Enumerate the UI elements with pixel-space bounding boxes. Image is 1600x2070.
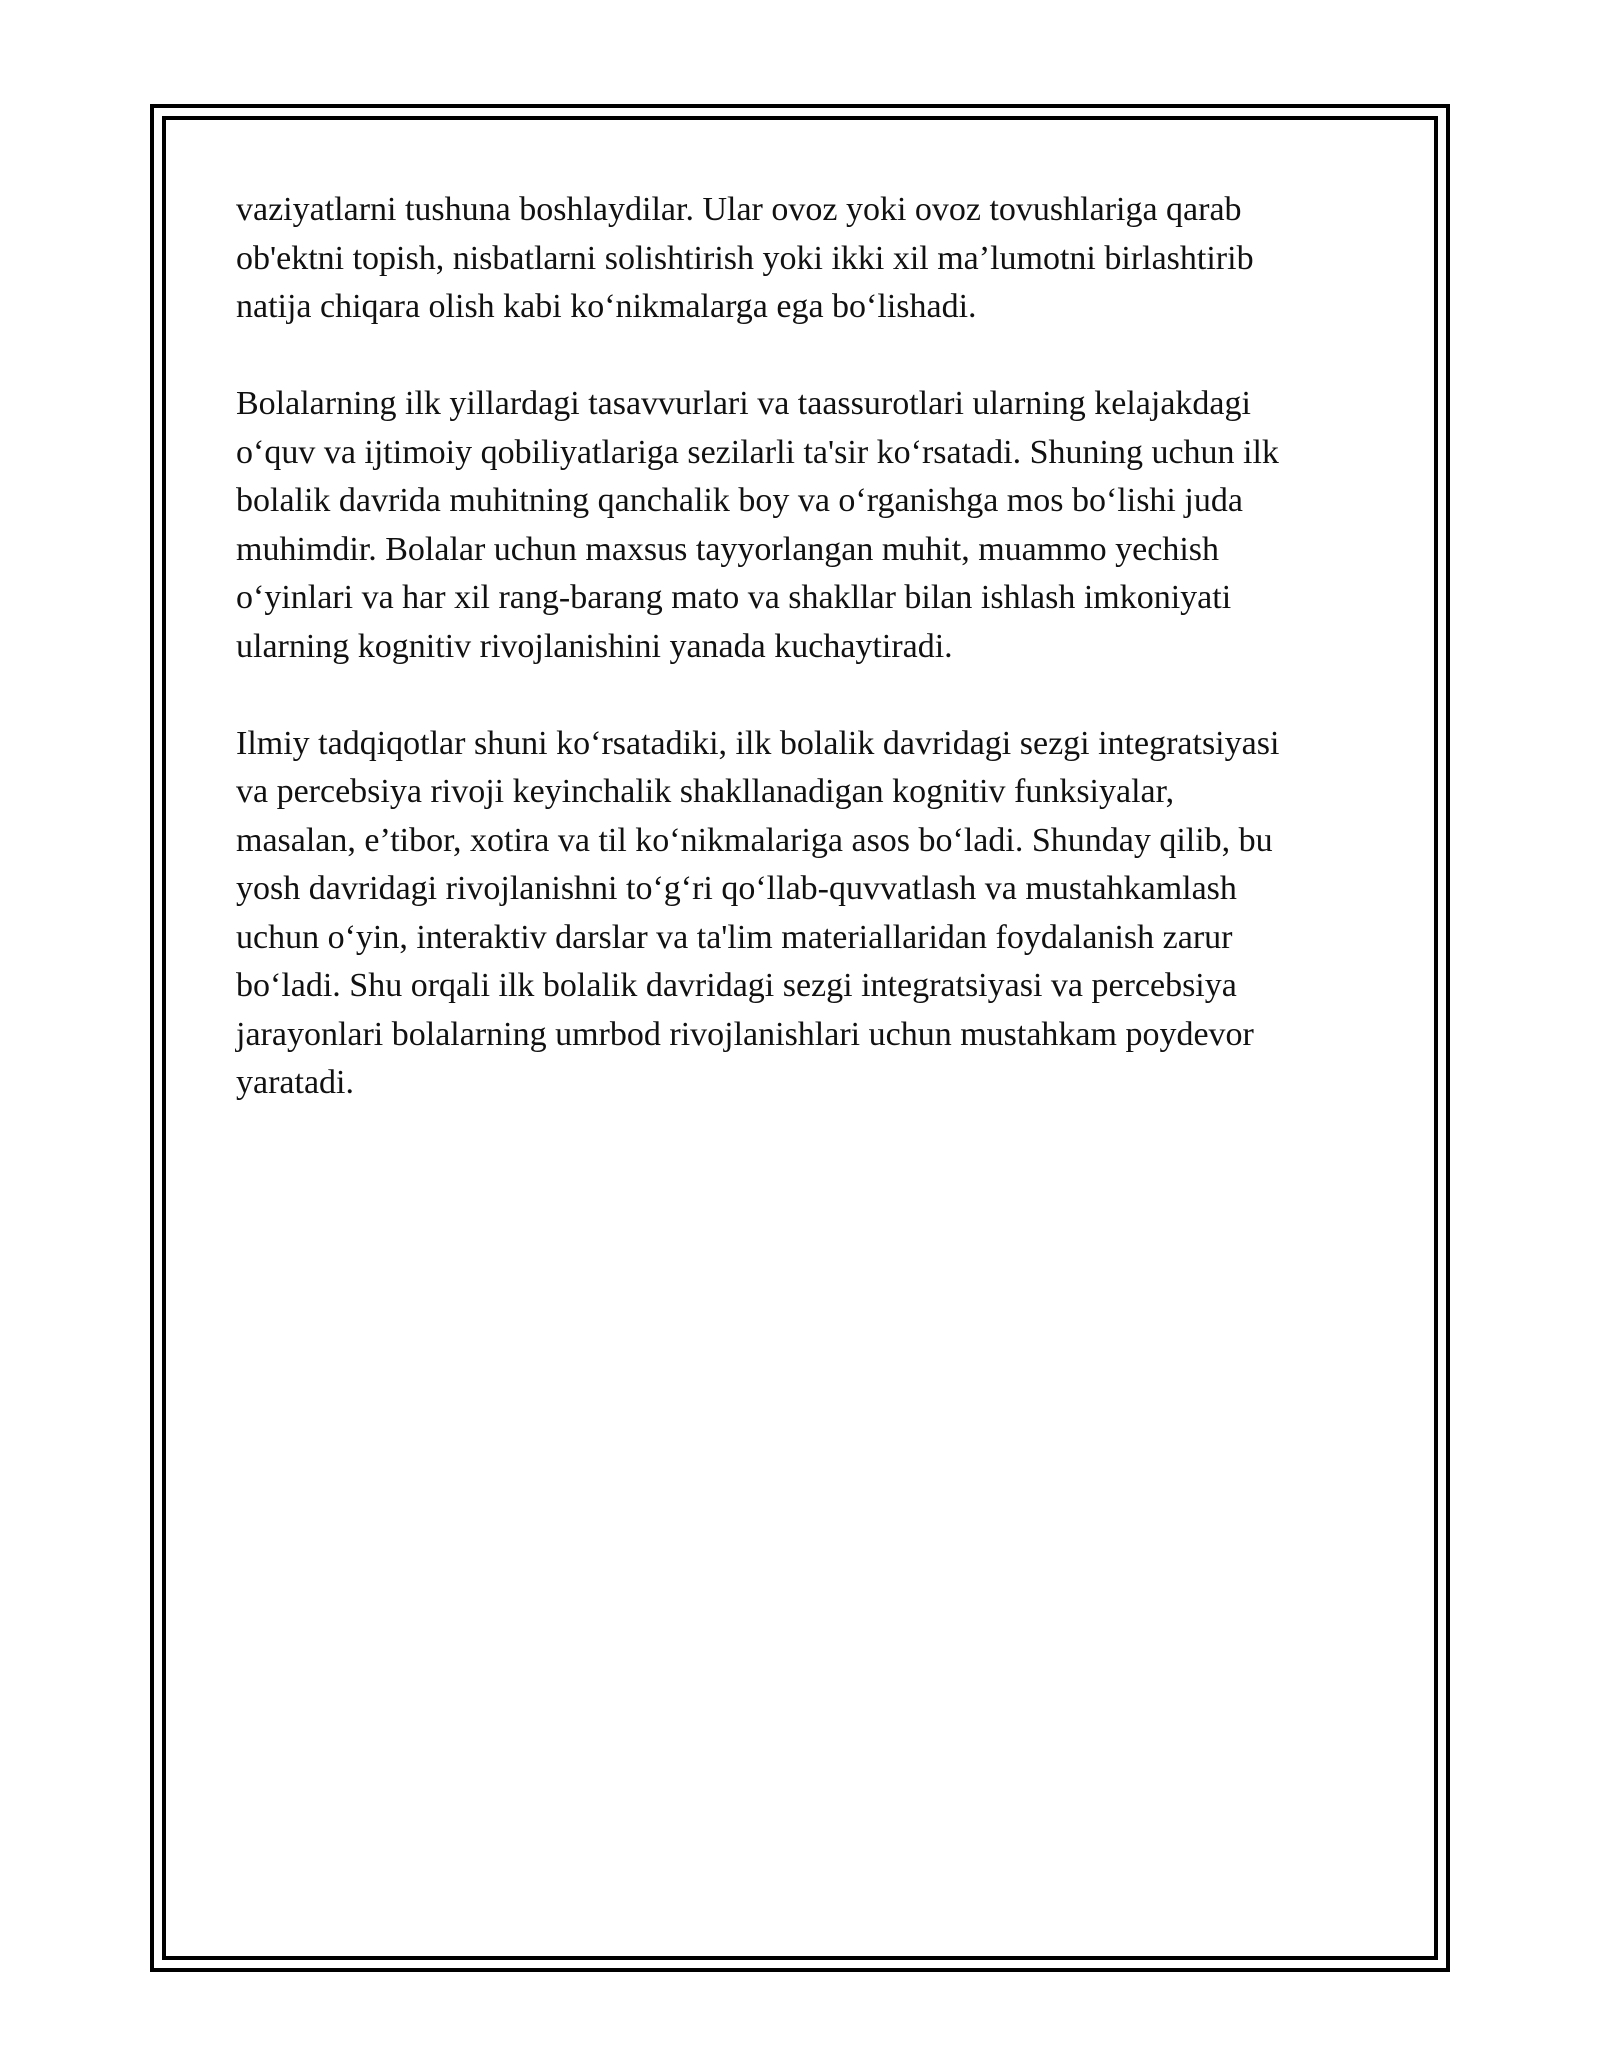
text-line: Bolalarning ilk yillardagi tasavvurlari va taassurotlari ularning kelajakdagi: [236, 385, 1251, 422]
text-line: uchun o‘yin, interaktiv darslar va ta'lim materiallaridan foydalanish zarur: [236, 918, 1233, 956]
document-body: [236, 186, 1386, 1156]
text-line: va percebsiya rivoji keyinchalik shakllanadigan kognitiv funksiyalar,: [236, 773, 1175, 810]
text-line: ularning kognitiv rivojlanishini yanada kuchaytiradi.: [236, 627, 953, 665]
text-line: ob'ektni topish, nisbatlarni solishtirish yoki ikki xil ma’lumotni birlashtirib: [236, 239, 1254, 277]
text-line: jarayonlari bolalarning umrbod rivojlanishlari uchun mustahkam poydevor: [236, 1015, 1254, 1053]
paragraph-3: [236, 720, 1386, 1108]
text-line: o‘yinlari va har xil rang-barang mato va shakllar bilan ishlash imkoniyati: [236, 579, 1232, 616]
text-line: bolalik davrida muhitning qanchalik boy va o‘rganishga mos bo‘lishi juda: [236, 482, 1243, 519]
text-line: natija chiqara olish kabi ko‘nikmalarga ega bo‘lishadi.: [236, 288, 977, 325]
paragraph-2: [236, 380, 1386, 671]
text-line: vaziyatlarni tushuna boshlaydilar. Ular ovoz yoki ovoz tovushlariga qarab: [236, 191, 1242, 228]
text-line: yaratadi.: [236, 1064, 354, 1101]
text-line: o‘quv va ijtimoiy qobiliyatlariga sezilarli ta'sir ko‘rsatadi. Shuning uchun ilk: [236, 433, 1279, 471]
text-line: muhimdir. Bolalar uchun maxsus tayyorlangan muhit, muammo yechish: [236, 530, 1220, 568]
paragraph-1: [236, 186, 1386, 332]
text-line: masalan, e’tibor, xotira va til ko‘nikmalariga asos bo‘ladi. Shunday qilib, bu: [236, 821, 1273, 859]
text-line: yosh davridagi rivojlanishni to‘g‘ri qo‘llab-quvvatlash va mustahkamlash: [236, 870, 1237, 907]
text-line: Ilmiy tadqiqotlar shuni ko‘rsatadiki, ilk bolalik davridagi sezgi integratsiyasi: [236, 724, 1280, 762]
text-line: bo‘ladi. Shu orqali ilk bolalik davridagi sezgi integratsiyasi va percebsiya: [236, 967, 1237, 1004]
